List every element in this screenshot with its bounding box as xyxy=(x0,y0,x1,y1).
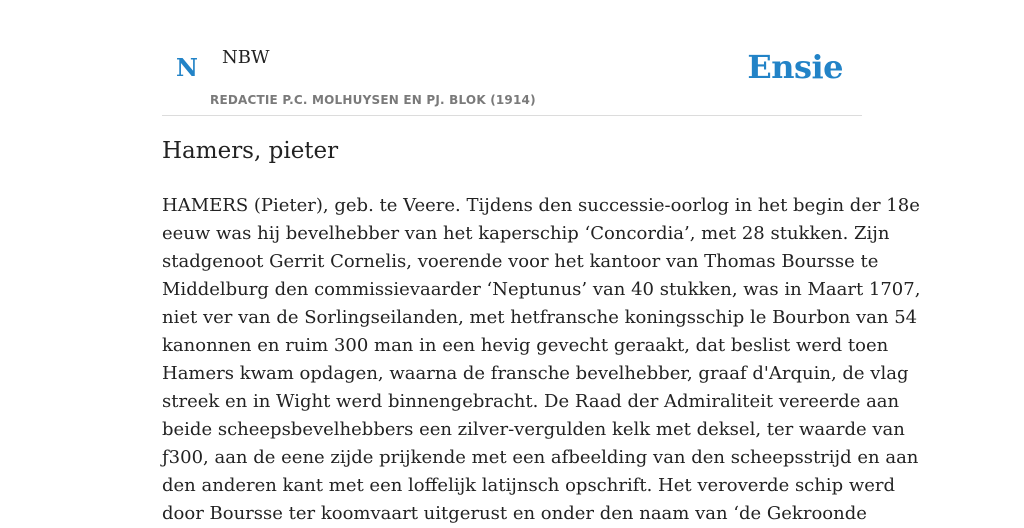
article-line: streek en in Wight werd binnengebracht. De Raad der Admiraliteit vereerde aan xyxy=(162,391,900,412)
article-line: HAMERS (Pieter), geb. te Veere. Tijdens den successie-oorlog in het begin der 18e xyxy=(162,195,920,216)
article-line: ƒ300, aan de eene zijde prijkende met een afbeelding van den scheepsstrijd en aan xyxy=(162,447,919,468)
article-line: niet ver van de Sorlingseilanden, met hetfransche koningsschip le Bourbon van 54 xyxy=(162,307,918,328)
ensie-brand-logo[interactable]: Ensie xyxy=(747,48,843,86)
article-line: stadgenoot Gerrit Cornelis, voerende voor het kantoor van Thomas Boursse te xyxy=(162,251,879,272)
article-line: door Boursse ter koomvaart uitgerust en onder den naam van ‘de Gekroonde xyxy=(162,503,867,524)
article-line: Middelburg den commissievaarder ‘Neptunus’ van 40 stukken, was in Maart 1707, xyxy=(162,279,921,300)
article-line: kanonnen en ruim 300 man in een hevig gevecht geraakt, dat beslist werd toen xyxy=(162,335,889,356)
source-header xyxy=(162,0,862,116)
article-line: beide scheepsbevelhebbers een zilver-vergulden kelk met deksel, ter waarde van xyxy=(162,419,905,440)
article-line: Hamers kwam opdagen, waarna de fransche bevelhebber, graaf d'Arquin, de vlag xyxy=(162,363,909,384)
article-line: eeuw was hij bevelhebber van het kaperschip ‘Concordia’, met 28 stukken. Zijn xyxy=(162,223,890,244)
source-subtitle: REDACTIE P.C. MOLHUYSEN EN PJ. BLOK (1914) xyxy=(210,93,536,107)
article-line: den anderen kant met een loffelijk latijnsch opschrift. Het veroverde schip werd xyxy=(162,475,896,496)
article-body xyxy=(162,192,921,528)
source-logo[interactable]: N xyxy=(176,53,198,82)
article-title: Hamers, pieter xyxy=(162,138,339,164)
source-name-link[interactable]: NBW xyxy=(222,47,270,68)
